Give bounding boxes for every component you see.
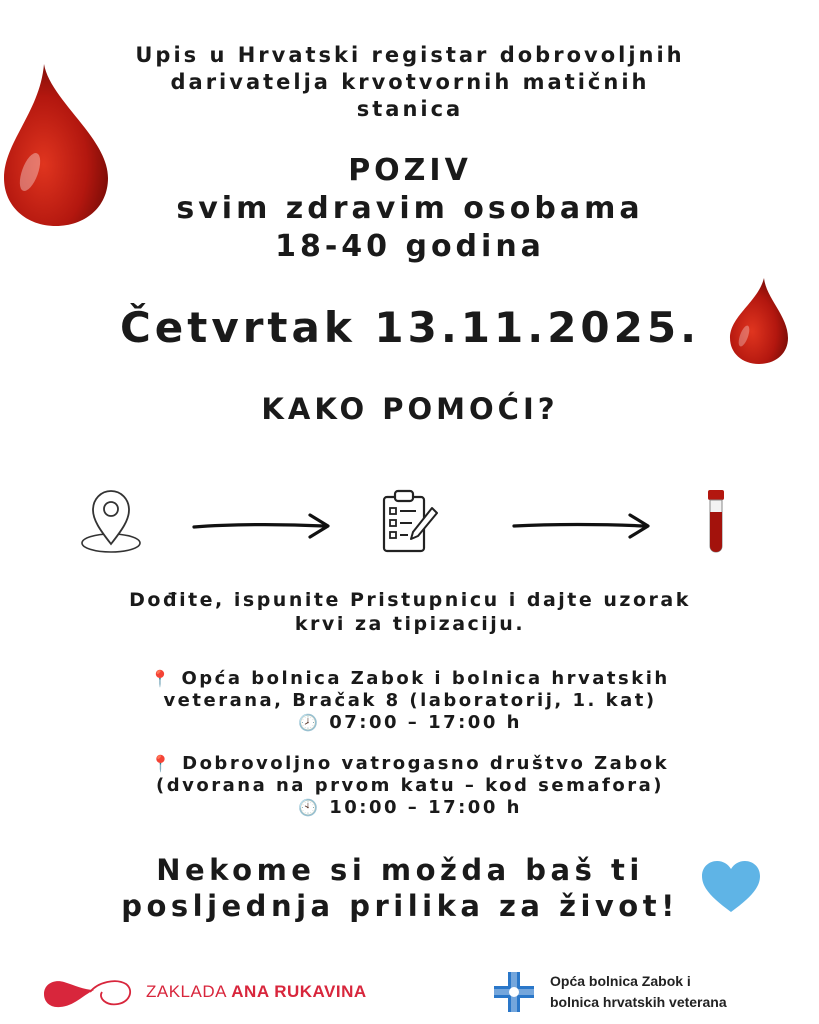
hospital-logo: [492, 966, 792, 1018]
hospital-cross-icon: [492, 970, 536, 1014]
registry-title-line-3: stanica: [356, 97, 464, 121]
arrow-right-icon: [192, 512, 332, 540]
blue-heart-icon: [700, 860, 762, 914]
closing-line-2: posljednja prilika za život!: [121, 889, 679, 923]
clipboard-checklist-icon: [380, 488, 440, 554]
location-pin-icon: [80, 488, 142, 554]
foundation-drop-icon: [40, 974, 136, 1010]
pin-icon: 📍: [150, 754, 174, 773]
invite-block: [60, 152, 760, 266]
hospital-name-line-2: bolnica hrvatskih veterana: [550, 994, 727, 1010]
how-to-help-heading: KAKO POMOĆI?: [261, 392, 559, 426]
event-date: Četvrtak 13.11.2025.: [119, 303, 701, 352]
hospital-name: [550, 971, 727, 1013]
invite-line-1: POZIV: [348, 153, 472, 188]
blood-vial-icon: [704, 488, 728, 554]
location-hospital-hours: 07:00 – 17:00 h: [329, 712, 522, 733]
location-hospital-line-2: veterana, Bračak 8 (laboratorij, 1. kat): [163, 690, 657, 711]
foundation-prefix: ZAKLADA: [146, 982, 227, 1001]
foundation-name: [146, 982, 367, 1002]
registry-title-line-2: darivatelja krvotvornih matičnih: [170, 70, 650, 94]
pin-icon: 📍: [150, 669, 173, 688]
location-fire-station: [60, 753, 760, 819]
location-fire-station-line-1: Dobrovoljno vatrogasno društvo Zabok: [182, 753, 670, 774]
instruction-line-2: krvi za tipizaciju.: [294, 613, 526, 635]
location-hospital-line-1: Opća bolnica Zabok i bolnica hrvatskih: [181, 668, 670, 689]
closing-line-1: Nekome si možda baš ti: [156, 853, 644, 887]
invite-line-3: 18-40 godina: [275, 229, 545, 264]
instruction-line-1: Dođite, ispunite Pristupnicu i dajte uzorak: [129, 589, 691, 611]
foundation-logo: [40, 972, 400, 1012]
location-fire-station-line-2: (dvorana na prvom katu – kod semafora): [156, 775, 664, 796]
clock-icon: 🕙: [298, 798, 321, 817]
foundation-name-bold: ANA RUKAVINA: [231, 982, 367, 1001]
location-fire-station-hours: 10:00 – 17:00 h: [329, 797, 522, 818]
registry-title-line-1: Upis u Hrvatski registar dobrovoljnih: [135, 43, 685, 67]
hospital-name-line-1: Opća bolnica Zabok i: [550, 973, 691, 989]
instruction-text: [60, 588, 760, 636]
location-hospital: [60, 668, 760, 734]
closing-message: [60, 852, 740, 924]
registry-title: [60, 42, 760, 123]
arrow-right-icon: [512, 512, 652, 540]
invite-line-2: svim zdravim osobama: [176, 191, 644, 226]
clock-icon: 🕗: [298, 713, 321, 732]
